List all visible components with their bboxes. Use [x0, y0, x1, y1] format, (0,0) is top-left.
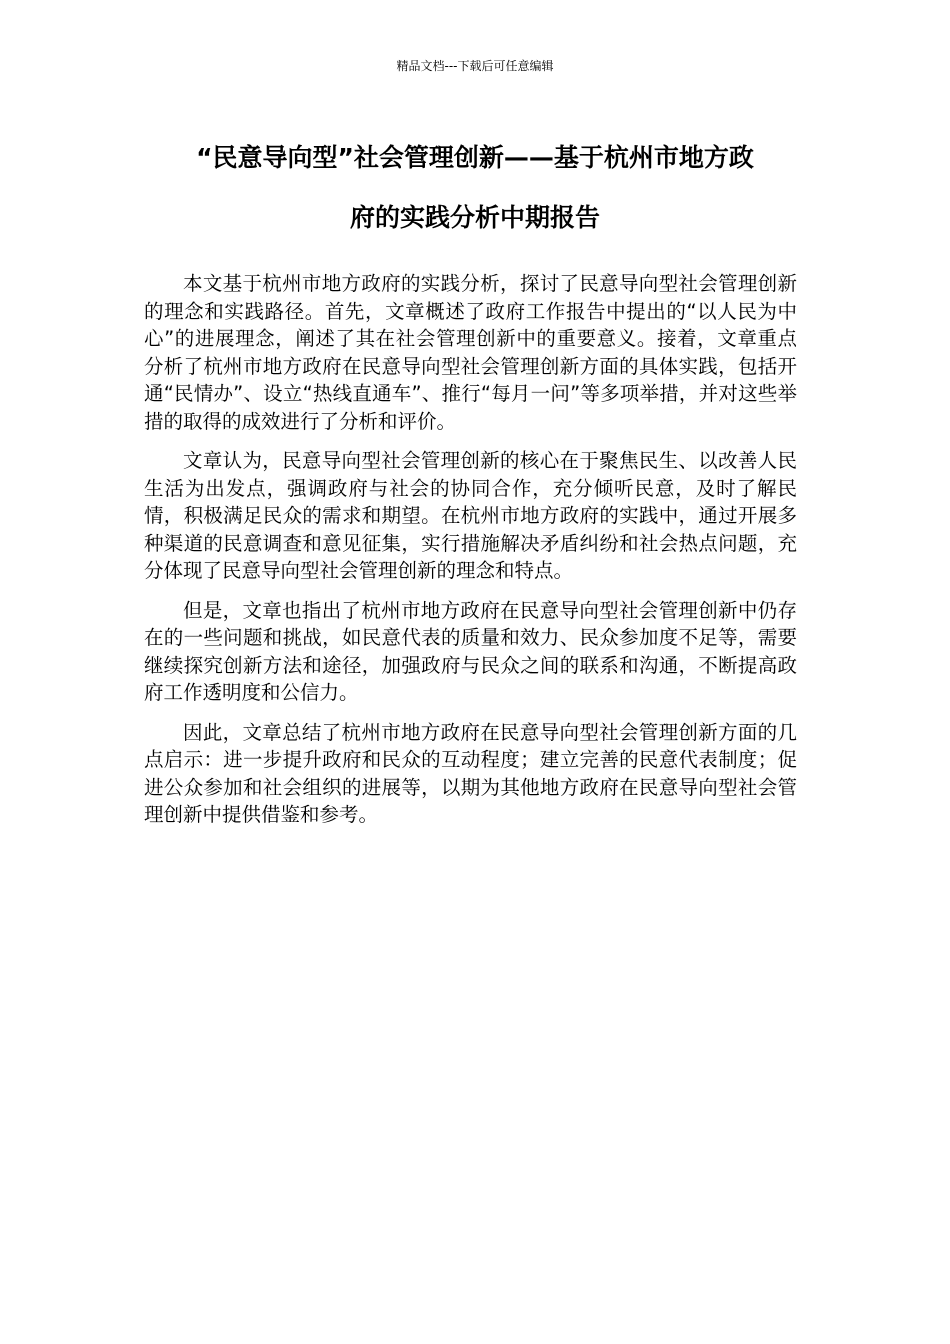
paragraph-4: 因此，文章总结了杭州市地方政府在民意导向型社会管理创新方面的几点启示：进一步提升政府和民众的互动程度；建立完善的民意代表制度；促进公众参加和社会组织的进展等，以期为其他地方政府在民意导向型社会管理创新中提供借鉴和参考。: [144, 720, 797, 826]
paragraph-2: 文章认为，民意导向型社会管理创新的核心在于聚焦民生、以改善人民生活为出发点，强调政府与社会的协同合作，充分倾听民意，及时了解民情，积极满足民众的需求和期望。在杭州市地方政府的实践中，通过开展多种渠道的民意调查和意见征集，实行措施解决矛盾纠纷和社会热点问题，充分体现了民意导向型社会管理创新的理念和特点。: [144, 449, 797, 582]
paragraph-1: 本文基于杭州市地方政府的实践分析，探讨了民意导向型社会管理创新的理念和实践路径。首先，文章概述了政府工作报告中提出的“以人民为中心”的进展理念，阐述了其在社会管理创新中的重要意义。接着，文章重点分析了杭州市地方政府在民意导向型社会管理创新方面的具体实践，包括开通“民情办”、设立“热线直通车”、推行“每月一问”等多项举措，并对这些举措的取得的成效进行了分析和评价。: [144, 272, 797, 433]
document-title-line-2: 府的实践分析中期报告: [349, 203, 600, 232]
paragraph-3: 但是，文章也指出了杭州市地方政府在民意导向型社会管理创新中仍存在的一些问题和挑战，如民意代表的质量和效力、民众参加度不足等，需要继续探究创新方法和途径，加强政府与民众之间的联系和沟通，不断提高政府工作透明度和公信力。: [144, 598, 797, 704]
header-note: 精品文档---下载后可任意编辑: [396, 59, 554, 73]
document-title-line-1: “民意导向型”社会管理创新——基于杭州市地方政: [196, 143, 754, 172]
document-title: [140, 128, 810, 248]
document-body: [144, 270, 797, 841]
